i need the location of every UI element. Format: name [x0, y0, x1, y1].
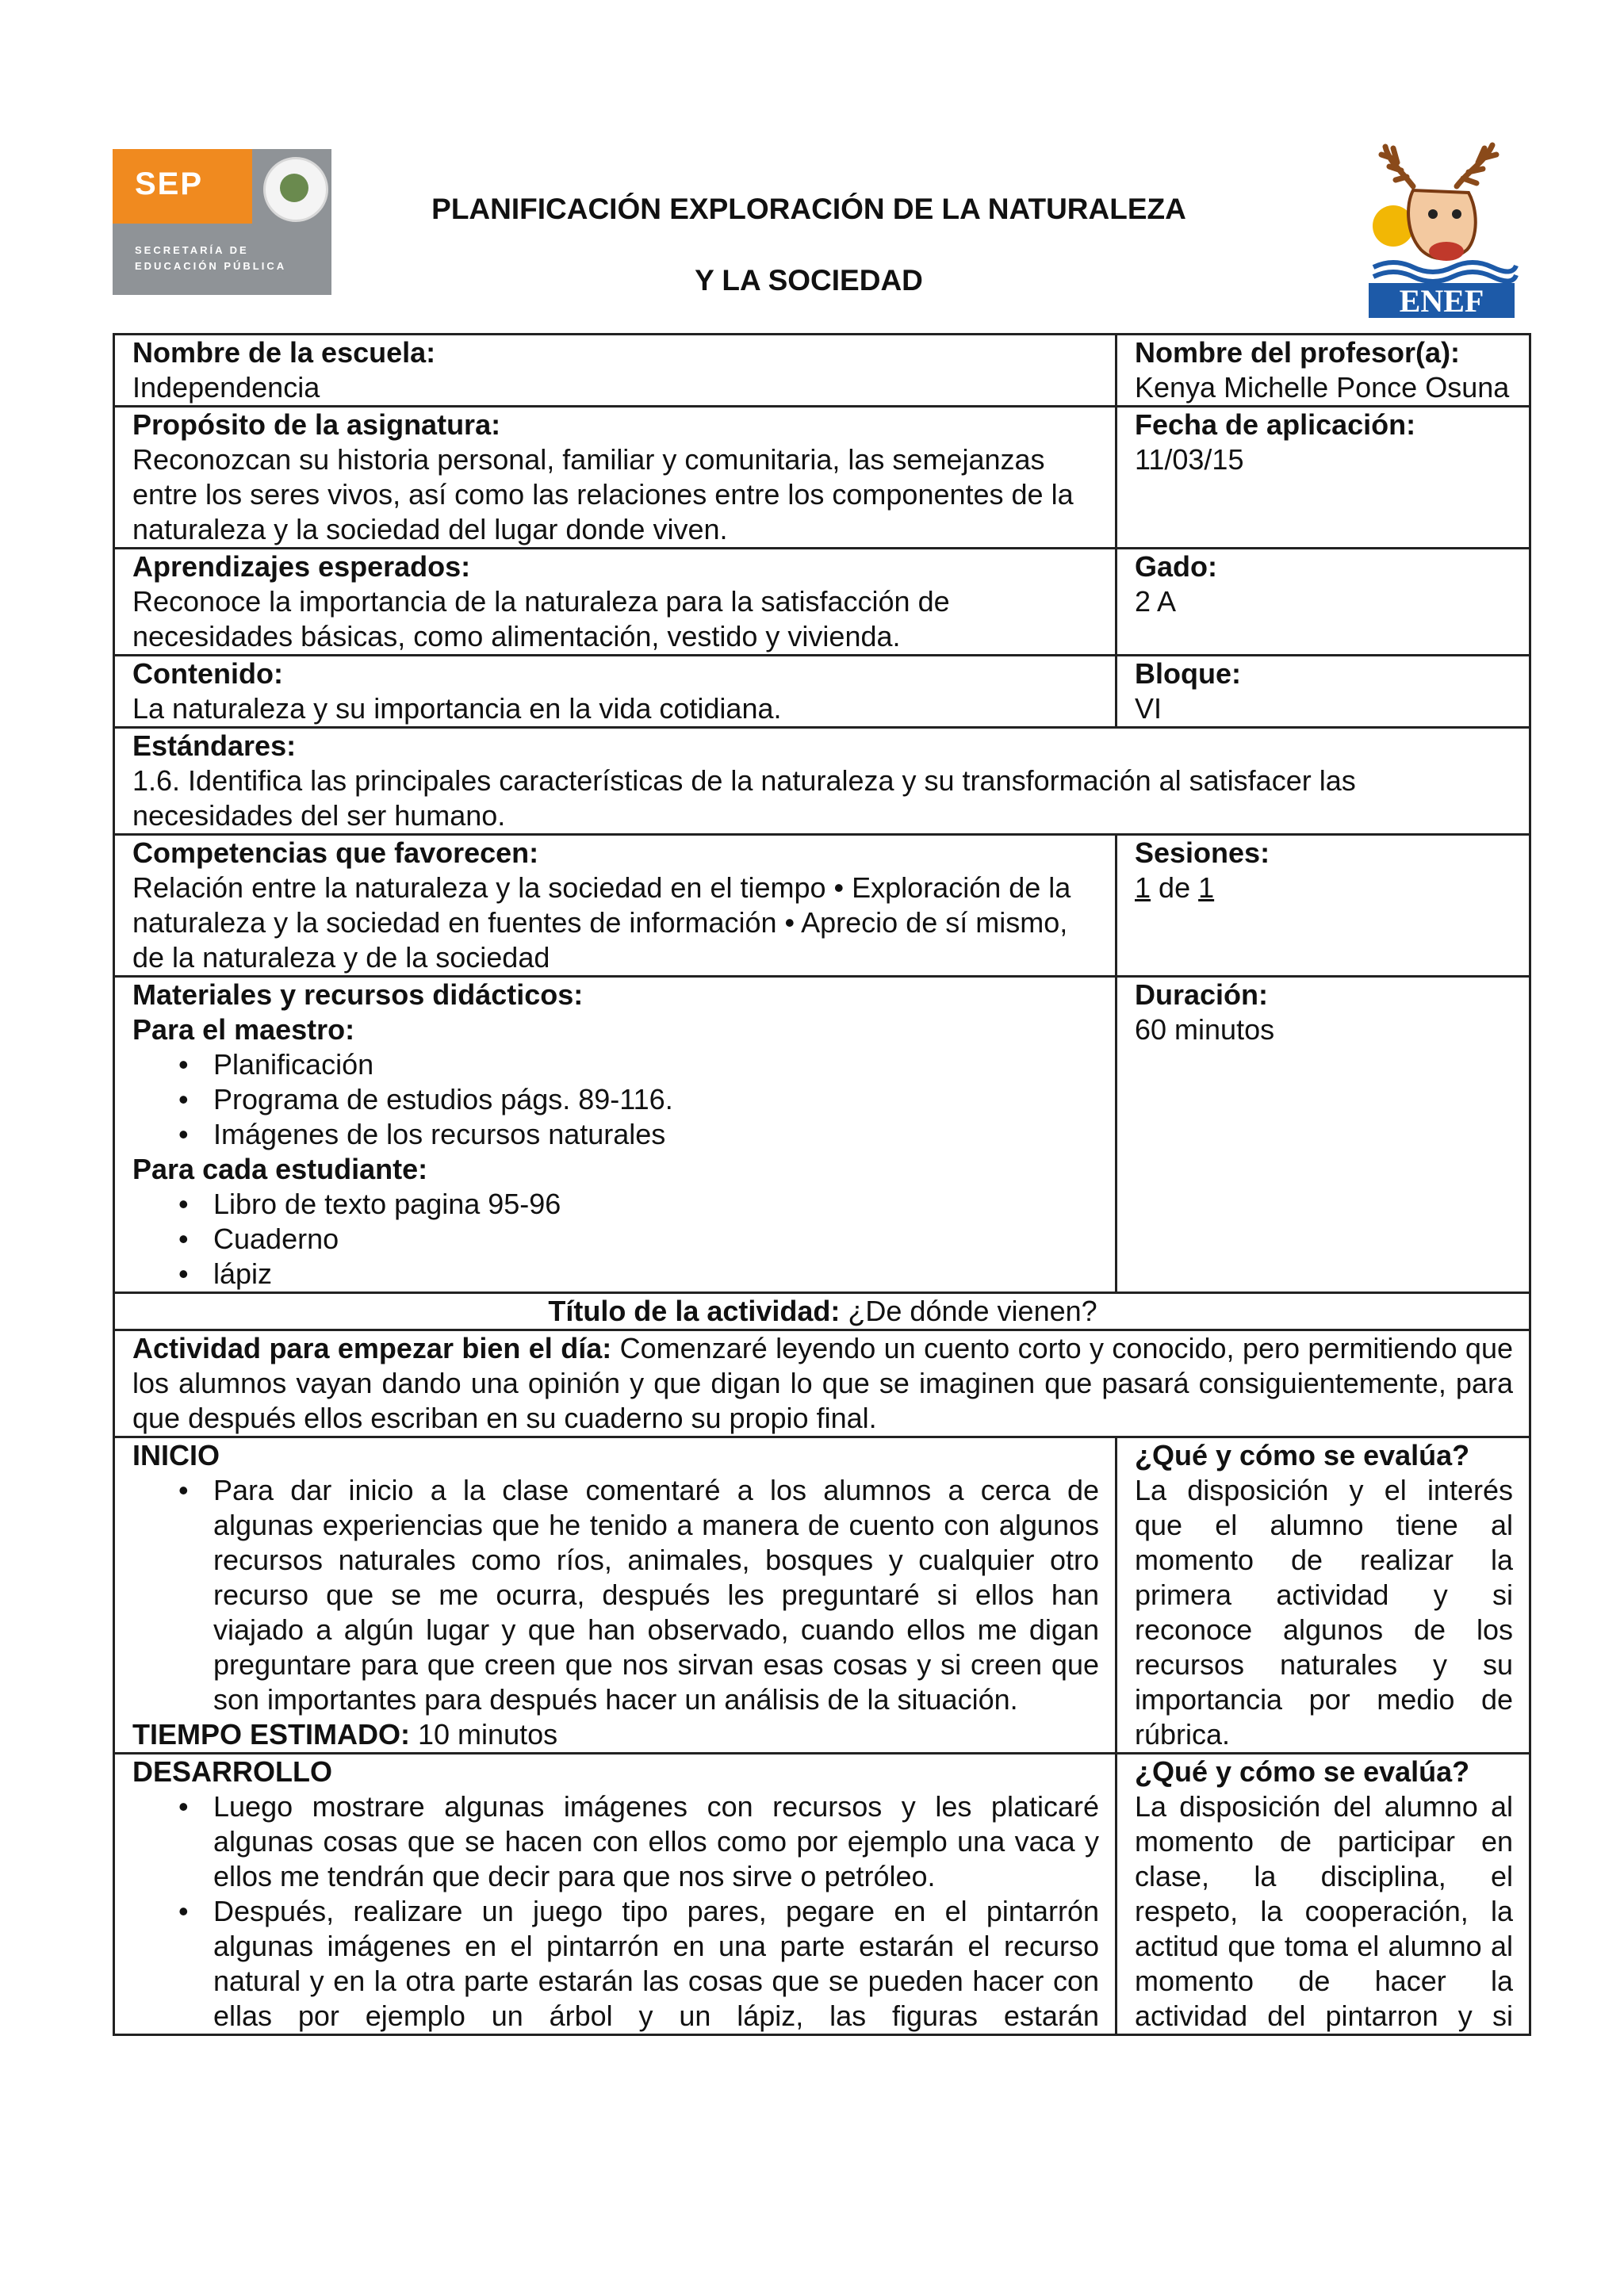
estudiante-list: [132, 1187, 1099, 1292]
enef-logo-text: ENEF: [1399, 283, 1484, 319]
sep-logo-text: SEP: [135, 166, 204, 201]
estandares-label: Estándares:: [132, 729, 297, 762]
list-item: • Para dar inicio a la clase comentaré a los alumnos a cerca de algunas experiencias que he tenido a manera de cuento con algunos recursos naturales como ríos, animales, bosques y cualquier otro recurso que se me ocurra, después les preguntaré si ellos han viajado a algún lugar y que han observado, cuando ellos me digan preguntare para que creen que nos sirvan esas cosas y si creen que son importantes para después hacer un análisis de la situación.: [132, 1473, 1099, 1717]
cell-contenido: [114, 656, 1116, 728]
enef-logo: [1358, 131, 1524, 321]
cell-competencias: [114, 835, 1116, 977]
cell-fecha: [1116, 407, 1530, 549]
grado-label: Gado:: [1135, 550, 1217, 583]
titulo-actividad-label: Título de la actividad:: [548, 1295, 841, 1327]
escuela-label: Nombre de la escuela:: [132, 336, 436, 369]
list-item: • Planificación: [132, 1047, 1099, 1082]
cell-bloque: [1116, 656, 1530, 728]
planning-table: [113, 333, 1531, 2036]
cell-actividad-inicio: [114, 1330, 1530, 1437]
list-item: • Luego mostrare algunas imágenes con recursos y les platicaré algunas cosas que se hacen con ellos como por ejemplo una vaca y ellos me tendrán que decir para que nos sirve o petróleo.: [132, 1789, 1099, 1894]
list-item: • Imágenes de los recursos naturales: [132, 1117, 1099, 1152]
inicio-list: [132, 1473, 1099, 1717]
estudiante-label: Para cada estudiante:: [132, 1153, 428, 1185]
actividad-inicio-value: Comenzaré leyendo un cuento corto y conocido, pero permitiendo que los alumnos vayan dando una opinión y que digan lo que se imaginen que pasará consiguientemente, para que después ellos escriban en su cuaderno su propio final.: [132, 1332, 1513, 1434]
desarrollo-eval-value: La disposición del alumno al momento de participar en clase, la disciplina, el respeto, la cooperación, la actitud que toma el alumno al momento de hacer la actividad del pintarron y si: [1135, 1790, 1513, 2032]
cell-materiales: [114, 977, 1116, 1293]
list-item: • Después, realizare un juego tipo pares, pegare en el pintarrón algunas imágenes en el pintarrón en una parte estarán el recurso natural y en la otra parte estarán las cosas que se pueden hacer con ellas por ejemplo un árbol y un lápiz, las figuras estarán: [132, 1894, 1099, 2034]
row-aprendizajes-grado: [114, 549, 1530, 656]
row-competencias-sesiones: [114, 835, 1530, 977]
cell-aprendizajes: [114, 549, 1116, 656]
sesiones-total: 1: [1198, 871, 1215, 904]
profesor-value: Kenya Michelle Ponce Osuna: [1135, 371, 1510, 404]
contenido-value: La naturaleza y su importancia en la vida cotidiana.: [132, 692, 782, 725]
estandares-value: 1.6. Identifica las principales características de la naturaleza y su transformación al satisfacer las necesidades del ser humano.: [132, 764, 1356, 832]
fecha-value: 11/03/15: [1135, 443, 1244, 476]
cell-sesiones: [1116, 835, 1530, 977]
inicio-eval-value: La disposición y el interés que el alumno tiene al momento de realizar la primera actividad y si reconoce algunos de los recursos naturales y su importancia por medio de rúbrica.: [1135, 1474, 1513, 1751]
inicio-eval-label: ¿Qué y cómo se evalúa?: [1135, 1439, 1470, 1471]
sesiones-n: 1: [1135, 871, 1151, 904]
inicio-label: INICIO: [132, 1439, 220, 1471]
materiales-label: Materiales y recursos didácticos:: [132, 978, 584, 1011]
moose-antlers-icon: [1381, 145, 1496, 186]
escuela-value: Independencia: [132, 371, 320, 404]
water-waves-icon: [1373, 262, 1516, 281]
row-materiales-duracion: [114, 977, 1530, 1293]
sep-logo: [113, 149, 331, 295]
cell-grado: [1116, 549, 1530, 656]
row-escuela-profesor: [114, 335, 1530, 407]
page-title-line1: PLANIFICACIÓN EXPLORACIÓN DE LA NATURALEZA: [431, 193, 1186, 225]
sep-logo-subtitle: SECRETARÍA DE EDUCACIÓN PÚBLICA: [135, 244, 287, 272]
row-actividad-inicio: [114, 1330, 1530, 1437]
sesiones-sep: de: [1159, 871, 1191, 904]
row-proposito-fecha: [114, 407, 1530, 549]
bloque-label: Bloque:: [1135, 657, 1241, 690]
tiempo-value: 10 minutos: [418, 1718, 558, 1751]
row-contenido-bloque: [114, 656, 1530, 728]
list-item: • Cuaderno: [132, 1222, 1099, 1257]
actividad-inicio-label: Actividad para empezar bien el día:: [132, 1332, 612, 1364]
desarrollo-list: [132, 1789, 1099, 2034]
list-item: • Libro de texto pagina 95-96: [132, 1187, 1099, 1222]
cell-profesor: [1116, 335, 1530, 407]
duracion-label: Duración:: [1135, 978, 1269, 1011]
competencias-value: Relación entre la naturaleza y la sociedad en el tiempo • Exploración de la naturaleza y la sociedad en fuentes de información • Aprecio de sí mismo, de la naturaleza y de la sociedad: [132, 871, 1071, 974]
grado-value: 2 A: [1135, 585, 1177, 618]
page-title-line2: Y LA SOCIEDAD: [695, 264, 923, 297]
mexico-seal-icon: [263, 157, 328, 222]
desarrollo-label: DESARROLLO: [132, 1755, 332, 1788]
row-inicio: [114, 1437, 1530, 1754]
aprendizajes-value: Reconoce la importancia de la naturaleza para la satisfacción de necesidades básicas, como alimentación, vestido y vivienda.: [132, 585, 950, 652]
proposito-label: Propósito de la asignatura:: [132, 408, 501, 441]
profesor-label: Nombre del profesor(a):: [1135, 336, 1461, 369]
row-titulo-actividad: [114, 1293, 1530, 1330]
cell-escuela: [114, 335, 1116, 407]
cell-inicio-eval: [1116, 1437, 1530, 1754]
aprendizajes-label: Aprendizajes esperados:: [132, 550, 471, 583]
maestro-list: [132, 1047, 1099, 1152]
moose-head-icon: [1408, 190, 1476, 261]
list-item: • Programa de estudios págs. 89-116.: [132, 1082, 1099, 1117]
row-desarrollo: [114, 1754, 1530, 2035]
cell-duracion: [1116, 977, 1530, 1293]
cell-estandares: [114, 728, 1530, 835]
cell-desarrollo-eval: [1116, 1754, 1530, 2035]
cell-proposito: [114, 407, 1116, 549]
row-estandares: [114, 728, 1530, 835]
desarrollo-eval-label: ¿Qué y cómo se evalúa?: [1135, 1755, 1470, 1788]
bloque-value: VI: [1135, 692, 1162, 725]
competencias-label: Competencias que favorecen:: [132, 836, 539, 869]
fecha-label: Fecha de aplicación:: [1135, 408, 1416, 441]
sesiones-label: Sesiones:: [1135, 836, 1270, 869]
contenido-label: Contenido:: [132, 657, 283, 690]
cell-titulo-actividad: [114, 1293, 1530, 1330]
proposito-value: Reconozcan su historia personal, familiar y comunitaria, las semejanzas entre los seres vivos, así como las relaciones entre los componentes de la naturaleza y la sociedad del lugar donde viven.: [132, 443, 1074, 545]
tiempo-label: TIEMPO ESTIMADO:: [132, 1718, 410, 1751]
cell-inicio: [114, 1437, 1116, 1754]
list-item: • lápiz: [132, 1257, 1099, 1292]
duracion-value: 60 minutos: [1135, 1013, 1275, 1046]
maestro-label: Para el maestro:: [132, 1013, 355, 1046]
titulo-actividad-value: ¿De dónde vienen?: [848, 1295, 1097, 1327]
cell-desarrollo: [114, 1754, 1116, 2035]
